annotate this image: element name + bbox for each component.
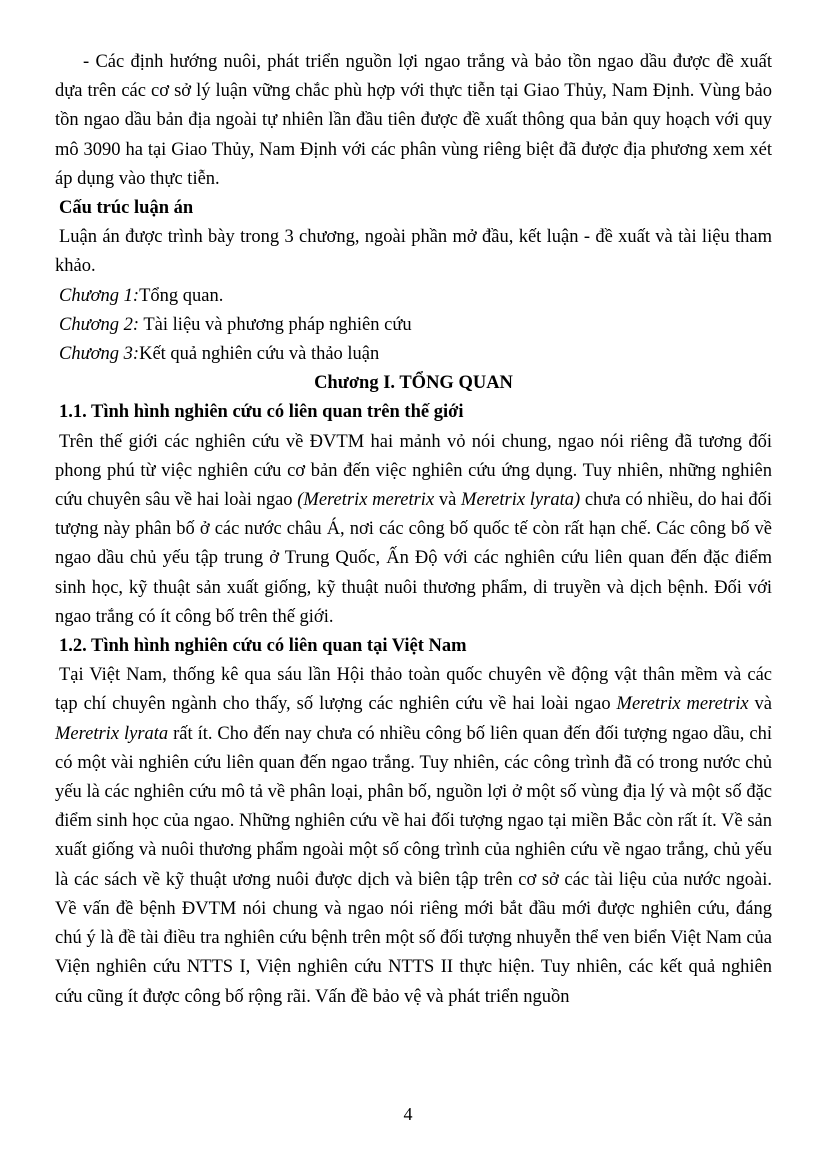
chapter-1-label: Chương 1: [59,285,140,306]
paragraph-proposals: - Các định hướng nuôi, phát triển nguồn lợi ngao trắng và bảo tồn ngao dầu được đề xuất dựa trên các cơ sở lý luận vững chắc phù hợp với thực tiễn tại Giao Thủy, Nam Định. Vùng bảo tồn ngao dầu bản địa ngoài tự nhiên lần đầu tiên được đề xuất thông qua bản quy hoạch với quy mô 3090 ha tại Giao Thủy, Nam Định với các phân vùng riêng biệt đã được địa phương xem xét áp dụng vào thực tiễn. [55,52,772,189]
section-1-1-and: và [434,490,462,511]
section-1-1-paragraph [55,428,772,632]
structure-paragraph: Luận án được trình bày trong 3 chương, ngoài phần mở đầu, kết luận - đề xuất và tài liệu tham khảo. [55,227,772,277]
chapter-title: Chương I. TỔNG QUAN [314,373,513,394]
chapter-1-text: Tổng quan. [139,285,224,306]
section-1-1-title: 1.1. Tình hình nghiên cứu có liên quan trên thế giới [59,402,464,423]
chapter-2-label: Chương 2: [59,314,140,335]
section-1-1-text-a: Trên thế giới các nghiên cứu về ĐVTM hai mảnh vỏ nói chung, ngao nói riêng đã tương đối phong phú từ việc nghiên cứu cơ bản đến việc nghiên cứu ứng dụng. Tuy nhiên, những nghiên cứu chuyên sâu về hai loài ngao [55,431,772,511]
document-page [55,48,772,1012]
structure-heading: Cấu trúc luận án [59,198,194,219]
section-1-2-text-b: rất ít. Cho đến nay chưa có nhiều công bố liên quan đến đối tượng ngao dầu, chỉ có một vài nghiên cứu liên quan đến ngao trắng. Tuy nhiên, các công trình đã có trong nước chủ yếu là các nghiên cứu mô tả về phân loại, phân bố, nguồn lợi ở một số vùng địa lý và một số đặc điểm sinh học của ngao. Những nghiên cứu về hai đối tượng ngao tại miền Bắc còn rất ít. Về sản xuất giống và nuôi thương phẩm ngoài một số công trình của nghiên cứu về ngao trắng, chủ yếu là các sách về kỹ thuật ương nuôi được dịch và biên tập trên cơ sở các tài liệu của nước ngoài. Về vấn đề bệnh ĐVTM nói chung và ngao nói riêng mới bắt đầu mới được nghiên cứu, đáng chú ý là đề tài điều tra nghiên cứu bệnh trên một số đối tượng nhuyễn thể ven biển Việt Nam của Viện nghiên cứu NTTS I, Viện nghiên cứu NTTS II thực hiện. Tuy nhiên, các kết quả nghiên cứu cũng ít được công bố rộng rãi. Vấn đề bảo vệ và phát triển nguồn [55,723,772,1007]
page-number: 4 [403,1104,413,1124]
section-1-1-species-1: (Meretrix meretrix [297,490,435,511]
section-1-2-title: 1.2. Tình hình nghiên cứu có liên quan tại Việt Nam [59,636,467,657]
section-1-2-and: và [748,694,772,715]
section-1-1-text-b: chưa có nhiều, do hai đối tượng này phân bố ở các nước châu Á, nơi các công bố quốc tế còn rất hạn chế. Các công bố về ngao dầu chủ yếu tập trung ở Trung Quốc, Ấn Độ với các nghiên cứu liên quan đến đặc điểm sinh học, kỹ thuật sản xuất giống, kỹ thuật nuôi thương phẩm, di truyền và dịch bệnh. Đối với ngao trắng có ít công bố trên thế giới. [55,490,772,627]
chapter-3-line [55,340,772,369]
chapter-2-line [55,311,772,340]
chapter-3-text: Kết quả nghiên cứu và thảo luận [139,344,380,365]
chapter-1-line [55,282,772,311]
section-1-1-species-2: Meretrix lyrata) [461,490,581,511]
section-1-2-species-2: Meretrix lyrata [55,723,169,744]
section-1-2-text-a: Tại Việt Nam, thống kê qua sáu lần Hội thảo toàn quốc chuyên về động vật thân mềm và các tạp chí chuyên ngành cho thấy, số lượng các nghiên cứu về hai loài ngao [55,665,772,715]
section-1-2-paragraph [55,661,772,1011]
section-1-2-species-1: Meretrix meretrix [616,694,749,715]
chapter-3-label: Chương 3: [59,344,140,365]
chapter-2-text: Tài liệu và phương pháp nghiên cứu [139,314,412,335]
